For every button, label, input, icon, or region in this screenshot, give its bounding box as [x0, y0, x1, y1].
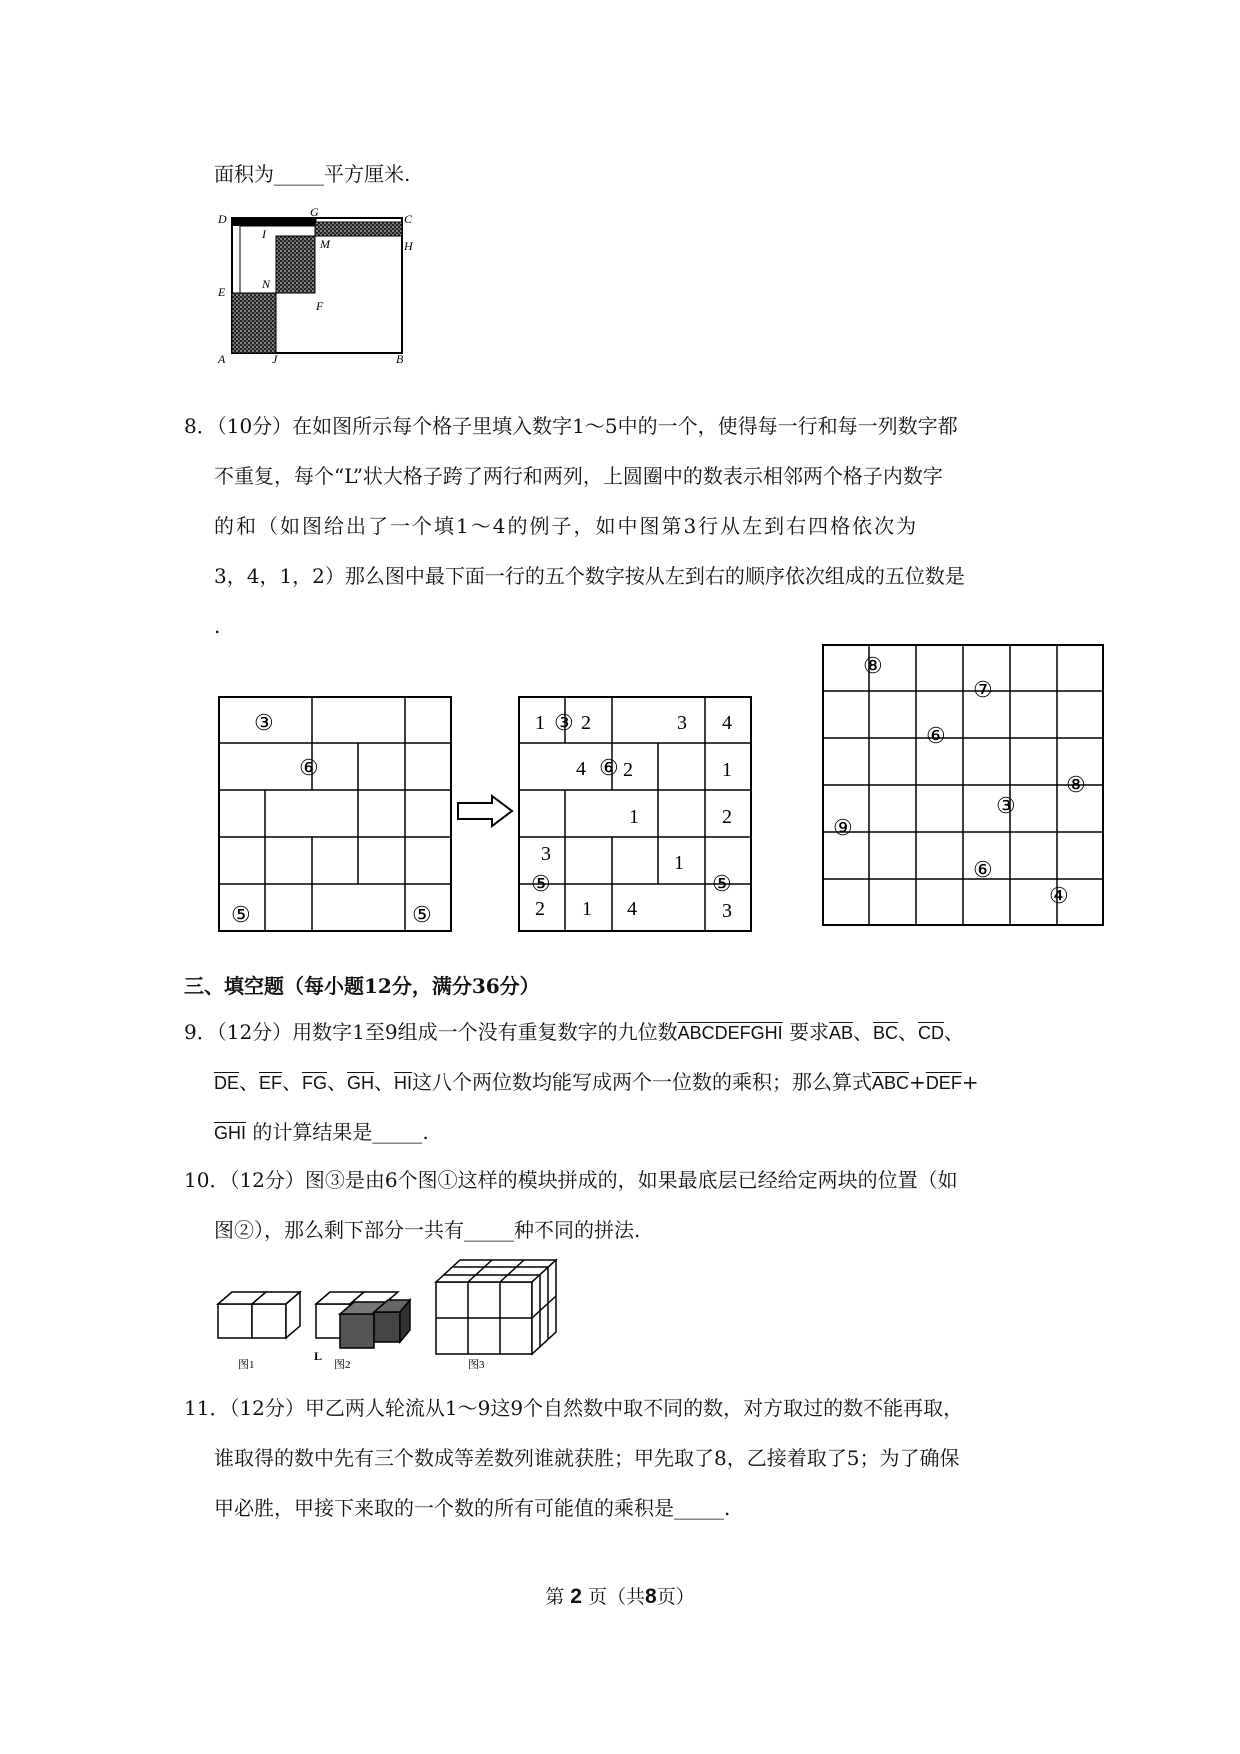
q8-line-4: 3，4，1，2）那么图中最下面一行的五个数字按从左到右的顺序依次组成的五位数是 — [214, 564, 965, 588]
circle: ⑧ — [1066, 772, 1086, 797]
label-D: D — [218, 212, 227, 226]
two-digit: $\overline{CD}$ — [918, 1023, 945, 1043]
cell: 2 — [581, 712, 591, 734]
right-arrow-icon — [456, 794, 514, 828]
cube-figures — [214, 1250, 554, 1372]
q11-line-2: 谁取得的数中先有三个数成等差数列谁就获胜；甲先取了8，乙接着取了5；为了确保 — [214, 1446, 960, 1470]
label-C: C — [404, 212, 413, 226]
cell: 1 — [582, 898, 592, 920]
grid-left — [219, 697, 453, 933]
caption-fig3: 图3 — [468, 1359, 485, 1371]
cell: 1 — [535, 712, 545, 734]
q8-line-2: 不重复，每个“L”状大格子跨了两行和两列，上圆圈中的数表示相邻两个格子内数字 — [214, 464, 943, 488]
circle: ⑤ — [531, 871, 551, 896]
circle: ③ — [554, 710, 574, 735]
three-digit: $\overline{ABC}$ — [872, 1073, 910, 1093]
cell: 4 — [722, 712, 732, 734]
two-digit: $\overline{EF}$ — [259, 1073, 283, 1093]
label-I: I — [262, 227, 266, 241]
q10-line-1: 10．（12分）图③是由6个图①这样的模块拼成的，如果最底层已经给定两块的位置（如 — [184, 1168, 958, 1192]
label-J: J — [272, 352, 278, 366]
cell: 2 — [722, 806, 732, 828]
circle-3: ③ — [254, 710, 274, 735]
circle: ⑨ — [833, 815, 853, 840]
circle-6: ⑥ — [299, 755, 319, 780]
circle-5a: ⑤ — [231, 902, 251, 927]
q11-line-3: 甲必胜，甲接下来取的一个数的所有可能值的乘积是_____. — [214, 1496, 731, 1520]
cell: 3 — [677, 712, 687, 734]
q9-text: 9．（12分）用数字1至9组成一个没有重复数字的九位数 — [184, 1020, 678, 1044]
cell: 4 — [627, 898, 637, 920]
two-digit: $\overline{FG}$ — [302, 1073, 328, 1093]
label-H: H — [404, 239, 413, 253]
two-digit: $\overline{AB}$ — [829, 1023, 854, 1043]
label-E: E — [218, 285, 226, 299]
circle: ⑥ — [599, 755, 619, 780]
q9-line-1: 9．（12分）用数字1至9组成一个没有重复数字的九位数ABCDEFGHI 要求$\overline{AB}$、$\overline{BC}$、$\overline{CD}$、 — [184, 1020, 965, 1044]
circle: ⑥ — [926, 723, 946, 748]
cell: 3 — [722, 900, 732, 922]
cell: 2 — [535, 898, 545, 920]
q8-line-1: 8．（10分）在如图所示每个格子里填入数字1～5中的一个，使得每一行和每一列数字都 — [184, 414, 958, 438]
footer-pre: 第 — [545, 1586, 565, 1608]
three-digit: $\overline{GHI}$ — [214, 1123, 247, 1143]
grid-middle — [519, 697, 753, 933]
grid-right — [823, 645, 1105, 927]
page-footer — [0, 1582, 1240, 1609]
label-G: G — [310, 205, 319, 219]
circle: ⑥ — [973, 857, 993, 882]
cell: 1 — [674, 852, 684, 874]
circle: ③ — [996, 793, 1016, 818]
circle: ⑤ — [712, 871, 732, 896]
cell: 1 — [722, 759, 732, 781]
cell: 3 — [541, 843, 551, 865]
q9-text: 这八个两位数均能写成两个一位数的乘积；那么算式 — [412, 1070, 873, 1094]
label-M: M — [320, 237, 330, 251]
circle-5b: ⑤ — [412, 902, 432, 927]
q9-text: 的计算结果是_____. — [252, 1120, 429, 1144]
page-total: 8 — [645, 1585, 657, 1608]
q8-line-5: . — [214, 614, 221, 638]
circle: ⑧ — [863, 653, 883, 678]
cell: 4 — [576, 758, 586, 780]
label-N: N — [262, 277, 271, 291]
page-number: 2 — [570, 1585, 582, 1608]
three-digit: $\overline{DEF}$ — [925, 1073, 962, 1093]
q9-line-3 — [214, 1118, 429, 1147]
two-digit: $\overline{GH}$ — [347, 1073, 375, 1093]
two-digit: $\overline{HI}$ — [394, 1073, 413, 1093]
label-B: B — [396, 352, 404, 366]
label-A: A — [218, 352, 226, 366]
two-digit: $\overline{BC}$ — [873, 1023, 899, 1043]
q10-line-2: 图②），那么剩下部分一共有_____种不同的拼法. — [214, 1218, 641, 1242]
mark-L: L — [314, 1349, 323, 1363]
two-digit: $\overline{DE}$ — [214, 1073, 240, 1093]
caption-fig1: 图1 — [238, 1359, 255, 1371]
caption-fig2: 图2 — [334, 1359, 351, 1371]
q8-line-3: 的和（如图给出了一个填1～4的例子，如中图第3行从左到右四格依次为 — [214, 514, 919, 538]
q9-text: 要求 — [789, 1020, 829, 1044]
circle: ⑦ — [973, 677, 993, 702]
nine-digit: ABCDEFGHI — [677, 1023, 783, 1043]
circle: ④ — [1049, 883, 1069, 908]
q7-tail: 面积为_____平方厘米. — [214, 162, 411, 186]
footer-mid: 页（共 — [588, 1586, 646, 1608]
cell: 2 — [623, 759, 633, 781]
q11-line-1: 11．（12分）甲乙两人轮流从1～9这9个自然数中取不同的数，对方取过的数不能再取， — [184, 1396, 964, 1420]
rectangle-figure — [210, 205, 413, 368]
section-heading: 三、填空题（每小题12分，满分36分） — [184, 974, 540, 998]
label-F: F — [316, 299, 324, 313]
q9-line-2: $\overline{DE}$、$\overline{EF}$、$\overline{FG}$、$\overline{GH}$、$\overline{HI}$这八个两位数均能写成两个一位数的乘积；那么算式$\overline{ABC}+\overline{DEF}+$ — [214, 1070, 979, 1094]
footer-post: 页） — [656, 1586, 695, 1608]
cell: 1 — [629, 806, 639, 828]
